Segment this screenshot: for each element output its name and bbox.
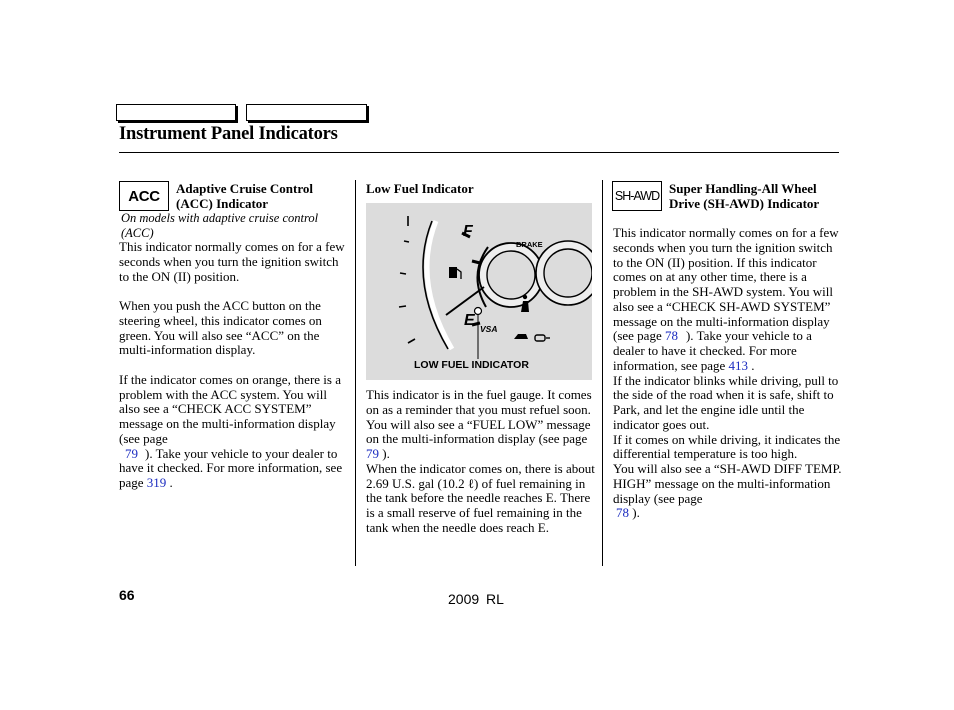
page-title: Instrument Panel Indicators	[119, 124, 338, 144]
sh-awd-paragraph-1: This indicator normally comes on for a few seconds when you turn the ignition switch to the ON (II) position. If this indicator comes on at any other time, there is a problem in the SH-AWD system. You will also see a “CHECK SH-AWD SYSTEM” message on the multi-information display (see page 78 ). Take your vehicle to a dealer to have it checked. For more information, see page 413 .	[613, 225, 839, 373]
sh-awd-paragraph-3: If it comes on while driving, it indicates the differential temperature is too high.	[613, 431, 841, 462]
acc-indicator-icon: ACC	[119, 181, 169, 211]
brake-lamp-label: BRAKE	[516, 240, 543, 249]
vsa-lamp-label: VSA	[480, 324, 498, 334]
acc-paragraph-1: This indicator normally comes on for a few seconds when you turn the ignition switch to the ON (II) position.	[119, 239, 345, 284]
page-link-319[interactable]: 319	[146, 475, 167, 490]
acc-model-note: On models with adaptive cruise control (ACC)	[121, 211, 319, 240]
fuel-paragraph-1: This indicator is in the fuel gauge. It comes on as a reminder that you must refuel soon. You will also see a “FUEL LOW” message on the multi-information display (see page 79 ).	[366, 387, 592, 461]
warning-lamps-icon	[514, 334, 550, 341]
fuel-empty-label: E	[464, 312, 475, 329]
page-number: 66	[119, 587, 135, 603]
fuel-gauge-illustration	[366, 203, 592, 380]
section-tab-2	[246, 104, 367, 121]
sh-awd-indicator-icon: SH-AWD	[612, 181, 662, 211]
acc-heading: Adaptive Cruise Control (ACC) Indicator	[176, 181, 313, 211]
page-link-78-diff[interactable]: 78	[616, 505, 629, 521]
column-divider-2	[602, 180, 603, 566]
sh-awd-body	[613, 226, 845, 521]
fuel-body	[366, 388, 598, 536]
acc-paragraph-2: When you push the ACC button on the steering wheel, this indicator comes on green. You will also see “ACC” on the multi-information display.	[119, 298, 322, 358]
low-fuel-lamp-icon	[475, 308, 482, 315]
fuel-paragraph-2: When the indicator comes on, there is about 2.69 U.S. gal (10.2 ℓ) of fuel remaining in the tank before the needle reaches E. There is a small reserve of fuel remaining in the tank when the needle does reach E.	[366, 460, 595, 535]
page-link-413[interactable]: 413	[728, 357, 749, 373]
sh-awd-heading: Super Handling-All Wheel Drive (SH-AWD) Indicator	[669, 181, 820, 211]
title-divider	[119, 152, 839, 153]
fuel-heading: Low Fuel Indicator	[366, 181, 474, 196]
sh-awd-paragraph-2: If the indicator blinks while driving, pull to the side of the road when it is safe, shift to Park, and let the engine idle until the indicator goes out.	[613, 372, 839, 432]
fuel-gauge-figure	[366, 203, 592, 380]
footer-model: 2009 RL	[448, 591, 504, 607]
page-link-79[interactable]: 79	[125, 445, 138, 461]
page-link-78[interactable]: 78	[664, 328, 678, 344]
sh-awd-paragraph-4: You will also see a “SH-AWD DIFF TEMP. HIGH” message on the multi-information display (see page 78 ).	[613, 461, 842, 521]
section-tab-1	[116, 104, 236, 121]
page-link-79-fuel[interactable]: 79	[366, 446, 379, 461]
acc-paragraph-3: If the indicator comes on orange, there is a problem with the ACC system. You will also see a “CHECK ACC SYSTEM” message on the multi-information display (see page 79 ). Take your vehicle to your dealer to have it checked. For more information, see page 319 .	[119, 371, 343, 490]
fuel-pump-icon	[449, 267, 461, 279]
figure-caption: LOW FUEL INDICATOR	[414, 359, 529, 371]
fuel-full-label: F	[463, 223, 473, 240]
acc-body	[119, 240, 351, 491]
column-divider-1	[355, 180, 356, 566]
